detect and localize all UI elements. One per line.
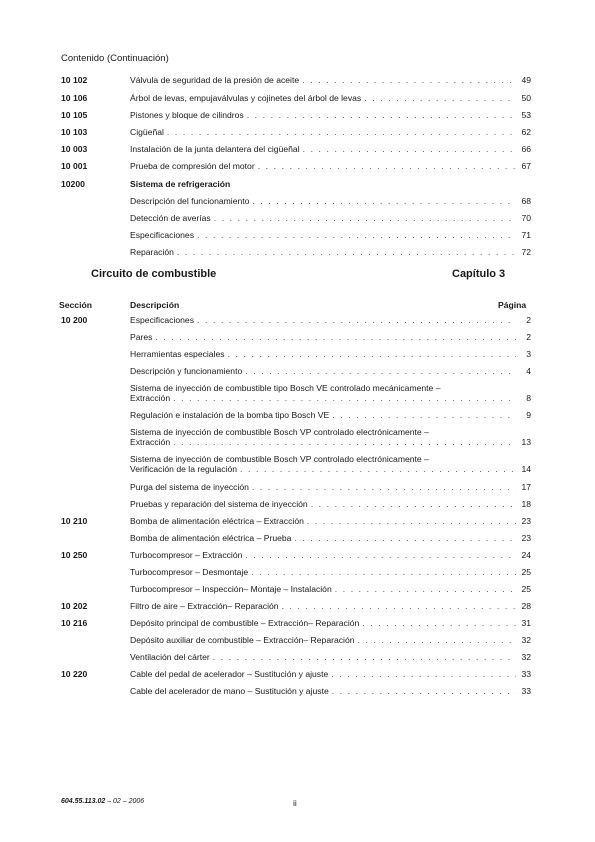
toc-page-number: 3 bbox=[526, 349, 531, 359]
dot-leader bbox=[252, 196, 516, 206]
toc-page-number: 2 bbox=[526, 315, 531, 325]
dot-leader bbox=[247, 110, 516, 120]
toc-entry[interactable] bbox=[130, 652, 531, 662]
toc-entry-title: Extracción bbox=[130, 437, 171, 447]
toc-section-number: 10 216 bbox=[61, 618, 88, 628]
dot-leader bbox=[173, 437, 516, 447]
toc-page-number: 31 bbox=[521, 618, 531, 628]
toc-entry-title: Cable del pedal de acelerador – Sustitución y ajuste bbox=[130, 669, 329, 679]
toc-entry[interactable] bbox=[130, 196, 531, 206]
toc-page-number: 23 bbox=[521, 516, 531, 526]
toc-entry-title: Filtro de aire – Extracción– Reparación bbox=[130, 601, 279, 611]
toc-entry[interactable] bbox=[130, 669, 531, 679]
toc-page-number: 62 bbox=[521, 127, 531, 137]
toc-page-number: 33 bbox=[521, 669, 531, 679]
toc-section-number: 10 106 bbox=[61, 93, 88, 103]
dot-leader bbox=[331, 669, 516, 679]
toc-section-number: 10 105 bbox=[61, 110, 88, 120]
toc-page-number: 17 bbox=[521, 482, 531, 492]
dot-leader bbox=[167, 127, 516, 137]
toc-entry[interactable] bbox=[130, 75, 531, 85]
toc-page-number: 28 bbox=[521, 601, 531, 611]
toc-page-number: 14 bbox=[521, 464, 531, 474]
toc-entry[interactable] bbox=[130, 213, 531, 223]
toc-page-number: 8 bbox=[526, 393, 531, 403]
toc-entry-title-line1: Sistema de inyección de combustible tipo Bosch VE controlado mecánicamente – bbox=[130, 383, 441, 393]
toc-page-number: 50 bbox=[521, 93, 531, 103]
dot-leader bbox=[240, 464, 516, 474]
dot-leader bbox=[302, 75, 516, 85]
dot-leader bbox=[228, 349, 516, 359]
toc-page-number: 67 bbox=[521, 161, 531, 171]
toc-entry[interactable] bbox=[130, 550, 531, 560]
toc-entry[interactable] bbox=[130, 454, 531, 474]
toc-section-number: 10 003 bbox=[61, 144, 88, 154]
dot-leader bbox=[213, 652, 516, 662]
dot-leader bbox=[362, 618, 516, 628]
toc-entry[interactable] bbox=[130, 601, 531, 611]
toc-entry-title: Detección de averías bbox=[130, 213, 211, 223]
column-header-page: Página bbox=[498, 300, 527, 310]
toc-entry[interactable] bbox=[130, 567, 531, 577]
toc-entry-title: Prueba de compresión del motor bbox=[130, 161, 255, 171]
toc-page-number: 13 bbox=[521, 437, 531, 447]
toc-section-number: 10 210 bbox=[61, 516, 88, 526]
toc-entry[interactable] bbox=[130, 144, 531, 154]
toc-entry[interactable] bbox=[130, 127, 531, 137]
toc-entry[interactable] bbox=[130, 635, 531, 645]
dot-leader bbox=[332, 686, 516, 696]
toc-entry[interactable] bbox=[130, 686, 531, 696]
toc-entry-title: Ventilación del cárter bbox=[130, 652, 210, 662]
toc-entry-title-line1: Sistema de inyección de combustible Bosch VP controlado electrónicamente – bbox=[130, 454, 429, 464]
toc-entry[interactable] bbox=[130, 93, 531, 103]
dot-leader bbox=[197, 230, 516, 240]
toc-entry-title: Turbocompresor – Extracción bbox=[130, 550, 243, 560]
footer-doc-number: 604.55.113.02 bbox=[61, 798, 106, 805]
dot-leader bbox=[245, 366, 516, 376]
dot-leader bbox=[358, 635, 516, 645]
dot-leader bbox=[282, 601, 516, 611]
toc-entry-title: Especificaciones bbox=[130, 230, 195, 240]
toc-entry-title: Válvula de seguridad de la presión de aceite bbox=[130, 75, 300, 85]
toc-entry[interactable] bbox=[130, 179, 531, 189]
toc-page-number: 66 bbox=[521, 144, 531, 154]
toc-entry[interactable] bbox=[130, 427, 531, 447]
toc-entry-title: Reparación bbox=[130, 247, 174, 257]
toc-page-number: 32 bbox=[521, 635, 531, 645]
toc-section-number: 10200 bbox=[61, 179, 85, 189]
toc-section-number: 10 220 bbox=[61, 669, 88, 679]
toc-entry-title: Descripción y funcionamiento bbox=[130, 366, 243, 376]
toc-entry-title: Bomba de alimentación eléctrica – Extracción bbox=[130, 516, 304, 526]
toc-section-number: 10 001 bbox=[61, 161, 88, 171]
toc-page-number: 68 bbox=[521, 196, 531, 206]
toc-entry[interactable] bbox=[130, 410, 531, 420]
footer-doc-id bbox=[61, 798, 144, 805]
toc-page-number: 18 bbox=[521, 499, 531, 509]
toc-entry-title: Pistones y bloque de cilindros bbox=[130, 110, 244, 120]
toc-entry[interactable] bbox=[130, 349, 531, 359]
toc-entry[interactable] bbox=[130, 366, 531, 376]
dot-leader bbox=[303, 144, 516, 154]
dot-leader bbox=[258, 161, 516, 171]
toc-entry-title: Cable del acelerador de mano – Sustitución y ajuste bbox=[130, 686, 329, 696]
dot-leader bbox=[252, 482, 516, 492]
toc-entry-title: Depósito auxiliar de combustible – Extracción– Reparación bbox=[130, 635, 355, 645]
toc-entry[interactable] bbox=[130, 482, 531, 492]
toc-entry-title: Árbol de levas, empujaválvulas y cojinetes del árbol de levas bbox=[130, 93, 362, 103]
toc-page-number: 72 bbox=[521, 247, 531, 257]
toc-page-number: 25 bbox=[521, 567, 531, 577]
toc-entry[interactable] bbox=[130, 584, 531, 594]
dot-leader bbox=[307, 516, 516, 526]
dot-leader bbox=[335, 584, 516, 594]
footer-page-number: ii bbox=[293, 798, 297, 808]
toc-entry-title: Descripción del funcionamiento bbox=[130, 196, 250, 206]
toc-entry[interactable] bbox=[130, 533, 531, 543]
toc-entry-title: Cigüeñal bbox=[130, 127, 164, 137]
page-header: Contenido (Continuación) bbox=[61, 53, 169, 64]
toc-page-number: 2 bbox=[526, 332, 531, 342]
dot-leader bbox=[214, 213, 516, 223]
toc-entry-title: Purga del sistema de inyección bbox=[130, 482, 249, 492]
toc-page-number: 32 bbox=[521, 652, 531, 662]
toc-page-number: 53 bbox=[521, 110, 531, 120]
toc-section-number: 10 103 bbox=[61, 127, 88, 137]
toc-page-number: 70 bbox=[521, 213, 531, 223]
dot-leader bbox=[332, 410, 516, 420]
column-header-section: Sección bbox=[59, 300, 92, 310]
toc-page-number: 25 bbox=[521, 584, 531, 594]
toc-entry[interactable] bbox=[130, 499, 531, 509]
toc-entry-title: Turbocompresor – Inspección– Montaje – Instalación bbox=[130, 584, 332, 594]
toc-section-number: 10 200 bbox=[61, 315, 88, 325]
toc-section-number: 10 102 bbox=[61, 75, 88, 85]
toc-entry[interactable] bbox=[130, 161, 531, 171]
dot-leader bbox=[311, 499, 516, 509]
dot-leader bbox=[173, 393, 516, 403]
toc-page-number: 4 bbox=[526, 366, 531, 376]
toc-entry-title-line1: Sistema de inyección de combustible Bosch VP controlado electrónicamente – bbox=[130, 427, 429, 437]
toc-section-number: 10 202 bbox=[61, 601, 88, 611]
dot-leader bbox=[155, 332, 516, 342]
toc-entry-title: Regulación e instalación de la bomba tipo Bosch VE bbox=[130, 410, 330, 420]
dot-leader bbox=[245, 550, 516, 560]
chapter-label: Capítulo 3 bbox=[452, 268, 506, 280]
toc-entry[interactable] bbox=[130, 332, 531, 342]
dot-leader bbox=[294, 533, 516, 543]
toc-entry-title: Instalación de la junta delantera del cigüeñal bbox=[130, 144, 300, 154]
dot-leader bbox=[177, 247, 516, 257]
toc-entry-title: Verificación de la regulación bbox=[130, 464, 238, 474]
dot-leader bbox=[197, 315, 516, 325]
toc-entry[interactable] bbox=[130, 247, 531, 257]
toc-section-number: 10 250 bbox=[61, 550, 88, 560]
toc-page-number: 9 bbox=[526, 410, 531, 420]
toc-entry-title: Especificaciones bbox=[130, 315, 195, 325]
toc-entry-title: Bomba de alimentación eléctrica – Prueba bbox=[130, 533, 292, 543]
toc-entry-title: Depósito principal de combustible – Extracción– Reparación bbox=[130, 618, 360, 628]
toc-entry-title: Herramientas especiales bbox=[130, 349, 225, 359]
dot-leader bbox=[251, 567, 516, 577]
toc-page-number: 24 bbox=[521, 550, 531, 560]
toc-entry-title: Pares bbox=[130, 332, 153, 342]
toc-entry-title: Pruebas y reparación del sistema de inyección bbox=[130, 499, 308, 509]
toc-page-number: 23 bbox=[521, 533, 531, 543]
dot-leader bbox=[364, 93, 516, 103]
toc-entry[interactable] bbox=[130, 383, 531, 403]
footer-date: – 02 – 2006 bbox=[105, 798, 145, 805]
column-header-description: Descripción bbox=[130, 300, 180, 310]
toc-entry-title: Turbocompresor – Desmontaje bbox=[130, 567, 249, 577]
toc-entry[interactable] bbox=[130, 110, 531, 120]
toc-entry-title: Extracción bbox=[130, 393, 171, 403]
chapter-title: Circuito de combustible bbox=[91, 268, 217, 280]
toc-entry[interactable] bbox=[130, 230, 531, 240]
toc-entry[interactable] bbox=[130, 315, 531, 325]
toc-entry[interactable] bbox=[130, 516, 531, 526]
toc-page-number: 33 bbox=[521, 686, 531, 696]
toc-page-number: 71 bbox=[521, 230, 531, 240]
toc-entry-title: Sistema de refrigeración bbox=[130, 179, 231, 189]
toc-entry[interactable] bbox=[130, 618, 531, 628]
toc-page-number: 49 bbox=[521, 75, 531, 85]
